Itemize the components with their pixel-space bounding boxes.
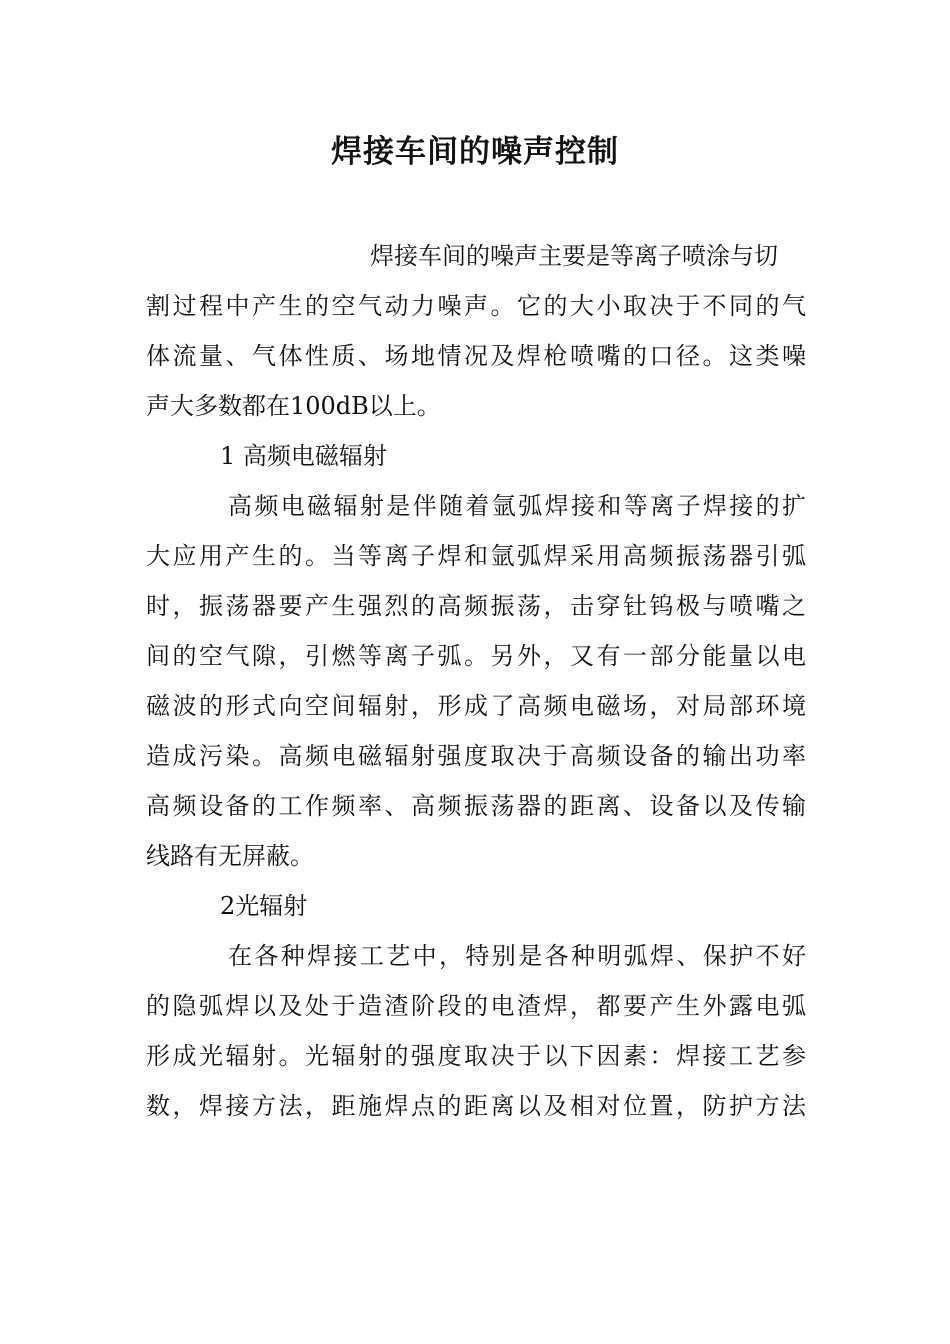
section2-line-4: 数，焊接方法，距施焊点的距离以及相对位置，防护方法	[146, 1092, 806, 1120]
section1-line-2: 大应用产生的。当等离子焊和氩弧焊采用高频振荡器引弧	[146, 542, 806, 570]
section2-line-1: 在各种焊接工艺中，特别是各种明弧焊、保护不好	[228, 942, 806, 970]
intro-line-1: 焊接车间的噪声主要是等离子喷涂与切	[370, 242, 778, 270]
section1-heading: 1 高频电磁辐射	[220, 442, 387, 470]
intro-line-3: 体流量、气体性质、场地情况及焊枪喷嘴的口径。这类噪	[146, 342, 806, 370]
section1-line-5: 磁波的形式向空间辐射，形成了高频电磁场，对局部环境	[146, 692, 806, 720]
section1-line-6: 造成污染。高频电磁辐射强度取决于高频设备的输出功率	[146, 742, 806, 770]
section1-line-4: 间的空气隙，引燃等离子弧。另外，又有一部分能量以电	[146, 642, 806, 670]
section1-line-3: 时，振荡器要产生强烈的高频振荡，击穿钍钨极与喷嘴之	[146, 592, 806, 620]
section1-line-8: 线路有无屏蔽。	[146, 842, 314, 870]
document-title: 焊接车间的噪声控制	[331, 134, 619, 170]
section2-heading: 2光辐射	[220, 892, 308, 920]
section2-line-3: 形成光辐射。光辐射的强度取决于以下因素：焊接工艺参	[146, 1042, 806, 1070]
intro-line-2: 割过程中产生的空气动力噪声。它的大小取决于不同的气	[146, 292, 806, 320]
intro-line-4: 声大多数都在100dB以上。	[146, 392, 441, 420]
section2-line-2: 的隐弧焊以及处于造渣阶段的电渣焊，都要产生外露电弧	[146, 992, 806, 1020]
section1-line-7: 高频设备的工作频率、高频振荡器的距离、设备以及传输	[146, 792, 806, 820]
section1-line-1: 高频电磁辐射是伴随着氩弧焊接和等离子焊接的扩	[228, 492, 806, 520]
